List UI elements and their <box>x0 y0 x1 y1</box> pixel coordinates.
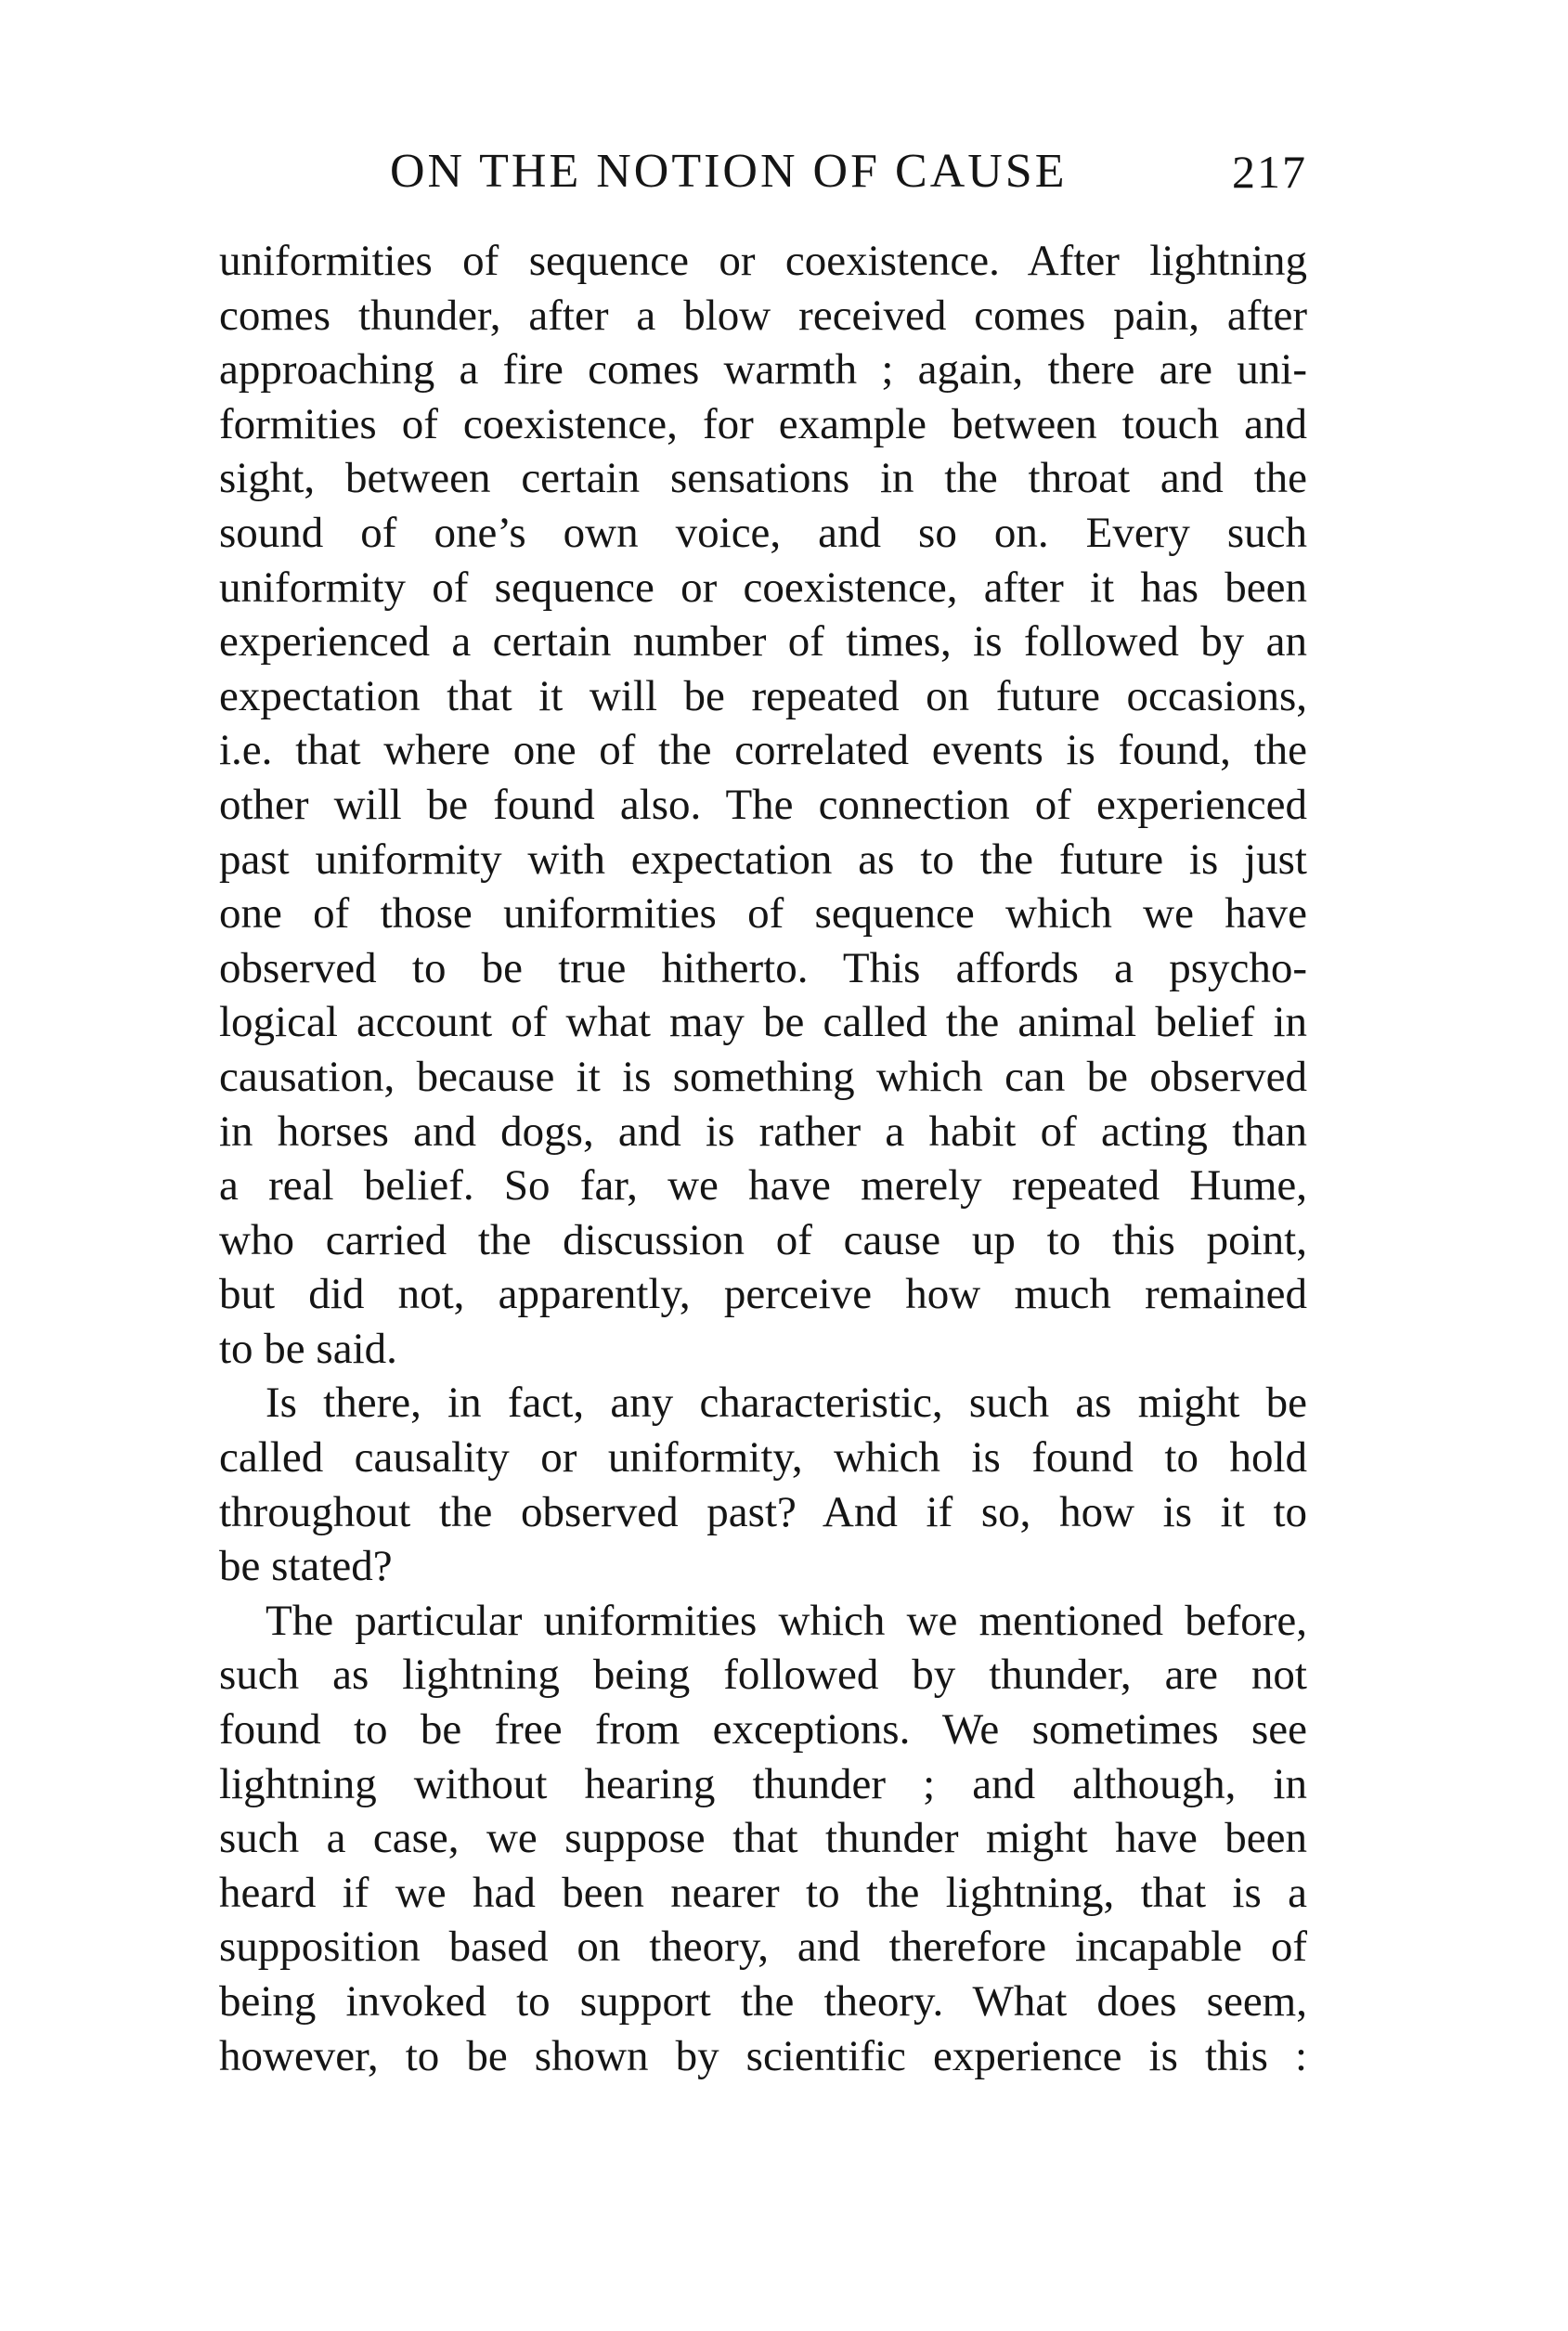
text-line: experienced a certain number of times, is followed by an <box>219 617 1307 667</box>
text-line: formities of coexistence, for example between touch and <box>219 399 1307 448</box>
text-line: such as lightning being followed by thunder, are not <box>219 1651 1307 1700</box>
text-line: who carried the discussion of cause up to this point, <box>219 1215 1307 1264</box>
page-number: 217 <box>1232 146 1307 198</box>
text-line: being invoked to support the theory. What does seem, <box>219 1977 1307 2026</box>
text-line: but did not, apparently, perceive how much remained <box>219 1270 1307 1319</box>
text-line: one of those uniformities of sequence which we have <box>219 889 1307 939</box>
text-line: approaching a fire comes warmth ; again, there are uni- <box>219 345 1307 395</box>
text-line: uniformities of sequence or coexistence. After lightning <box>219 237 1307 285</box>
paragraph-2 <box>219 1376 1307 1593</box>
paragraph-1 <box>219 234 1307 1376</box>
text-line: i.e. that where one of the correlated events is found, the <box>219 726 1307 775</box>
text-line: a real belief. So far, we have merely repeated Hume, <box>219 1161 1307 1211</box>
text-line: found to be free from exceptions. We sometimes see <box>219 1705 1307 1755</box>
text-line: supposition based on theory, and therefore incapable of <box>219 1923 1307 1972</box>
text-line: called causality or uniformity, which is found to hold <box>219 1433 1307 1483</box>
text-line: observed to be true hitherto. This affords a psycho- <box>219 943 1307 992</box>
text-line: sight, between certain sensations in the throat and the <box>219 454 1307 503</box>
text-line: sound of one’s own voice, and so on. Every such <box>219 508 1307 557</box>
paragraph-3 <box>219 1594 1307 2083</box>
text-line: in horses and dogs, and is rather a habit of acting than <box>219 1107 1307 1156</box>
text-line: heard if we had been nearer to the lightning, that is a <box>219 1868 1307 1917</box>
text-line: past uniformity with expectation as to the future is just <box>219 835 1307 884</box>
text-line: uniformity of sequence or coexistence, after it has been <box>219 563 1307 612</box>
text-line: throughout the observed past? And if so, how is it to <box>219 1487 1307 1536</box>
text-line: The particular uniformities which we mentioned before, <box>266 1596 1307 1645</box>
text-line: such a case, we suppose that thunder might have been <box>219 1814 1307 1863</box>
text-line: however, to be shown by scientific experience is this : <box>219 2031 1307 2080</box>
text-line: Is there, in fact, any characteristic, such as might be <box>266 1379 1307 1428</box>
text-line: causation, because it is something which can be observed <box>219 1052 1307 1101</box>
text-line: comes thunder, after a blow received comes pain, after <box>219 291 1307 340</box>
running-head <box>219 139 1307 204</box>
body-text <box>219 234 1307 2083</box>
text-line: be stated? <box>219 1542 393 1591</box>
text-line: expectation that it will be repeated on future occasions, <box>219 671 1307 720</box>
text-line: other will be found also. The connection of experienced <box>219 780 1307 829</box>
text-line: lightning without hearing thunder ; and although, in <box>219 1759 1307 1808</box>
text-line: logical account of what may be called the animal belief in <box>219 998 1307 1047</box>
text-line: to be said. <box>219 1324 397 1373</box>
running-title: ON THE NOTION OF CAUSE <box>390 145 1068 198</box>
